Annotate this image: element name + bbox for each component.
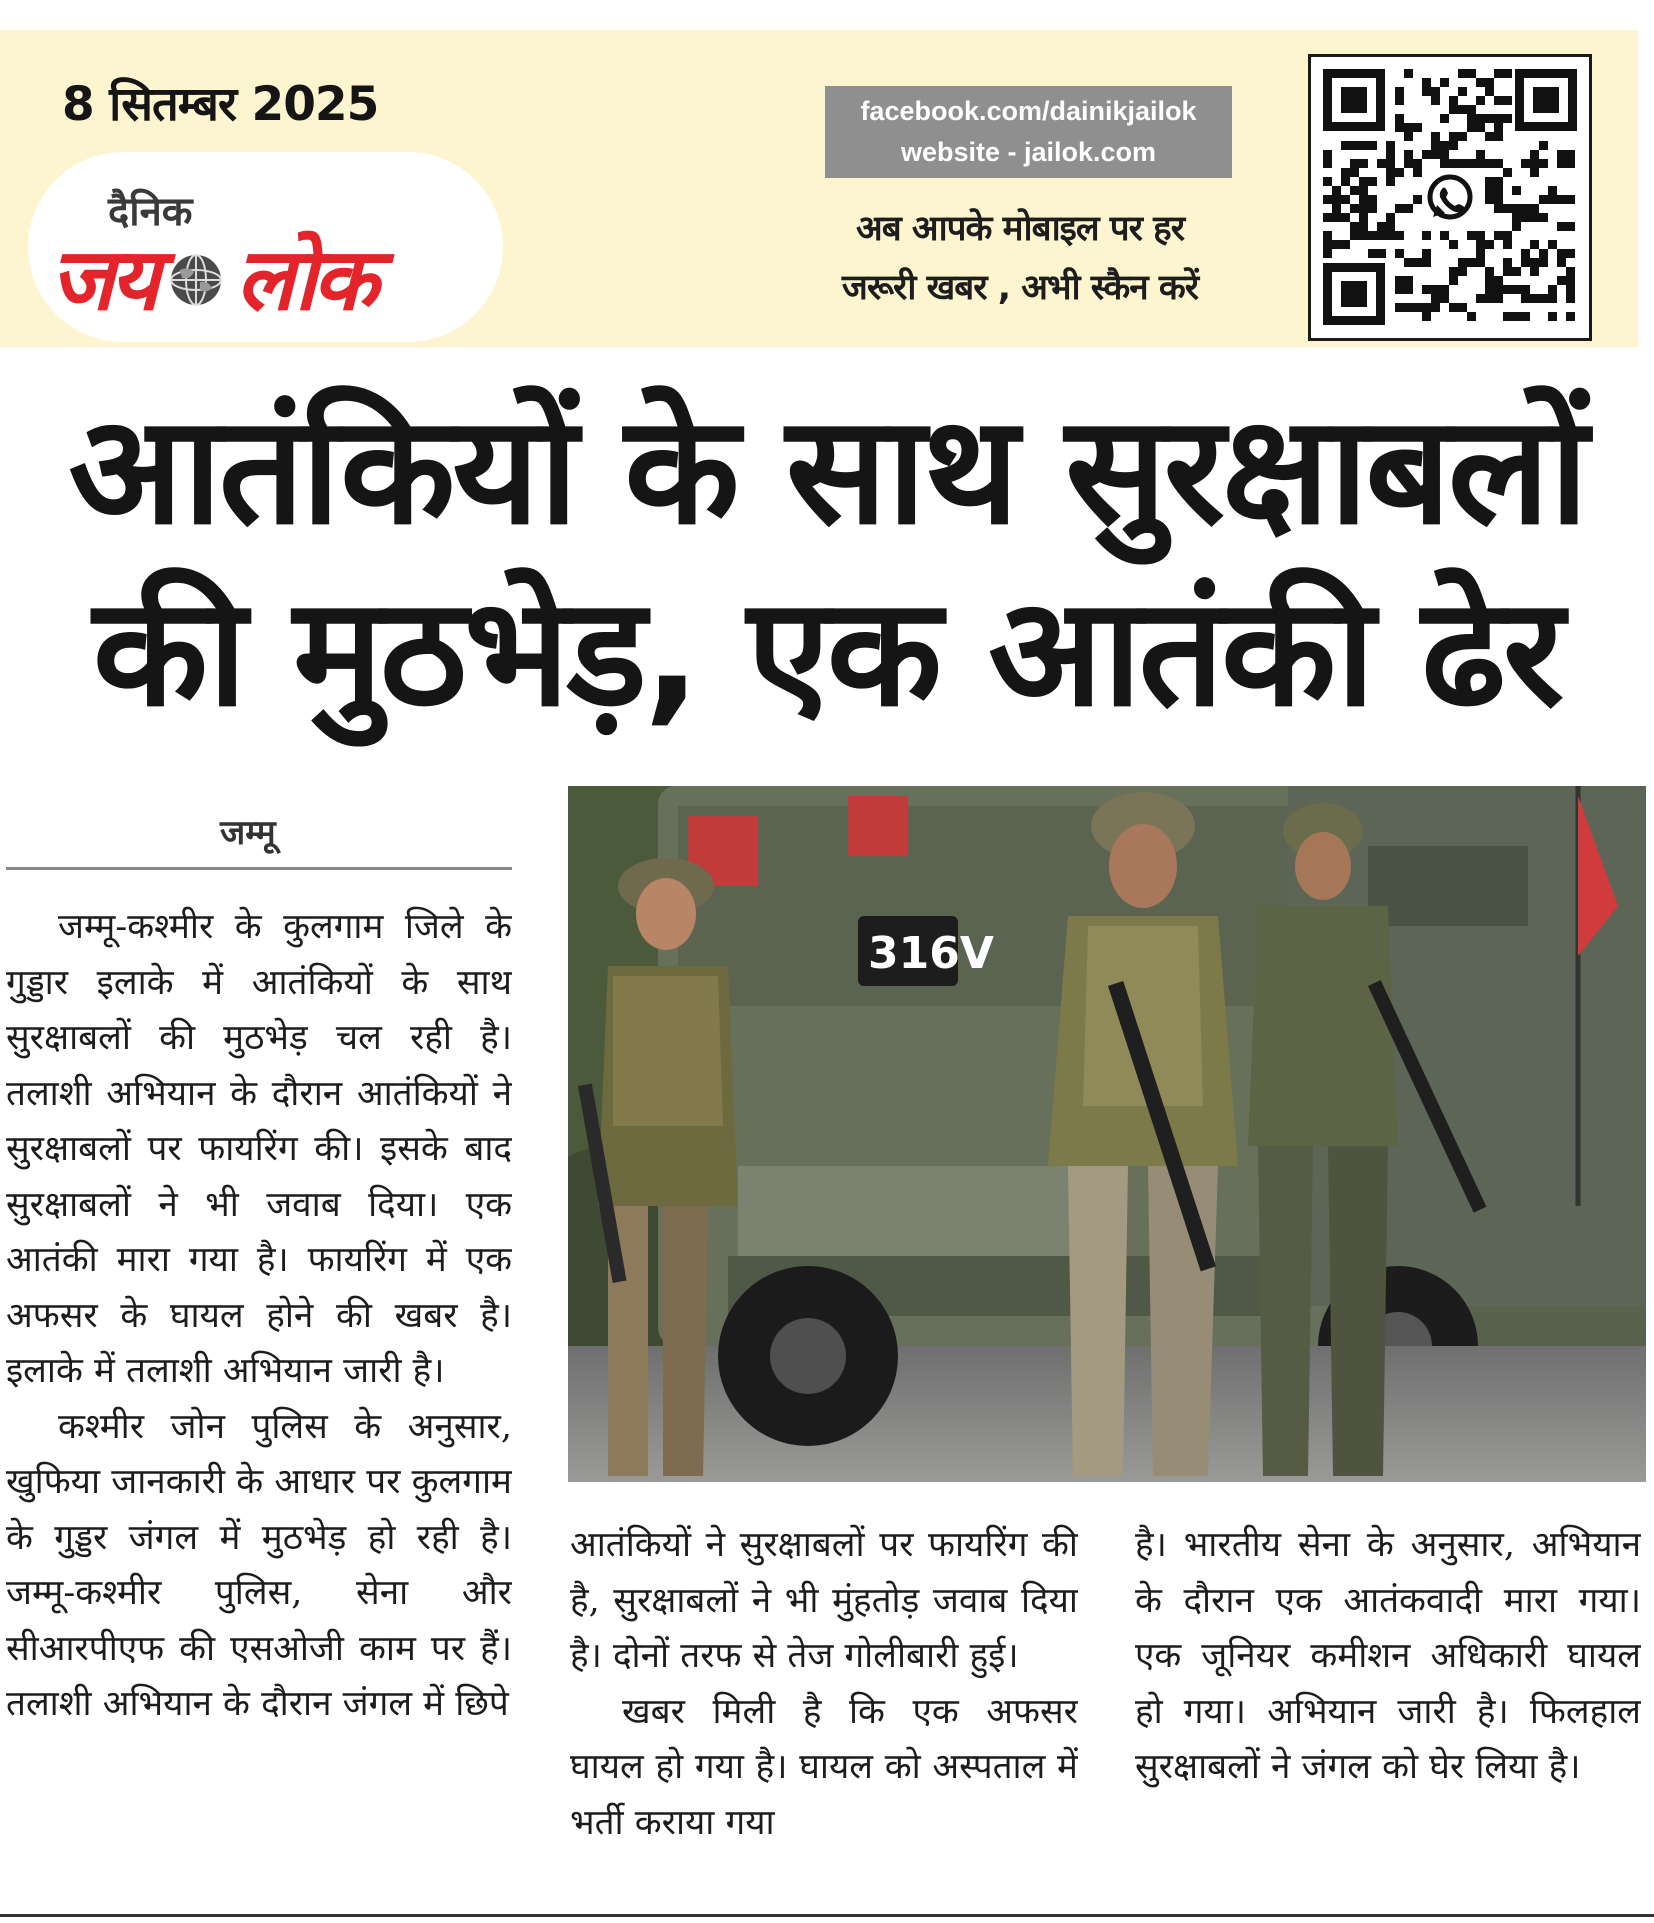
vehicle-number-label: 316V — [868, 928, 994, 979]
headline-line-2: की मुठभेड़, एक आतंकी ढेर — [92, 566, 1562, 740]
tagline-line-1: अब आपके मोबाइल पर हर — [855, 209, 1185, 249]
globe-icon — [168, 252, 224, 308]
logo-wordmark — [50, 230, 374, 330]
soldiers-illustration — [568, 786, 1646, 1482]
issue-date: 8 सितम्बर 2025 — [62, 77, 379, 132]
article-paragraph: आतंकियों ने सुरक्षाबलों पर फायरिंग की है, सुरक्षाबलों ने भी मुंहतोड़ जवाब दिया है। दोनों तरफ से तेज गोलीबारी हुई। — [570, 1525, 1078, 1676]
article-paragraph: है। भारतीय सेना के अनुसार, अभियान के दौरान एक आतंकवादी मारा गया। एक जूनियर कमीशन अधिकारी घायल हो गया। अभियान जारी है। फिलहाल सुरक्षाबलों ने जंगल को घेर लिया है। — [1135, 1525, 1641, 1787]
newspaper-logo — [28, 152, 503, 342]
dateline: जम्मू — [220, 813, 276, 853]
headline-line-1: आतंकियों के साथ सुरक्षाबलों — [68, 384, 1586, 558]
website-link[interactable]: website - jailok.com — [900, 137, 1157, 167]
article-paragraph: जम्मू-कश्मीर के कुलगाम जिले के गुड्डार इलाके में आतंकियों के साथ सुरक्षाबलों की मुठभेड़ चल रही है। तलाशी अभियान के दौरान आतंकियों ने सुरक्षाबलों पर फायरिंग की। इसके बाद सुरक्षाबलों ने भी जवाब दिया। एक आतंकी मारा गया है। फायरिंग में एक अफसर के घायल होने की खबर है। इलाके में तलाशी अभियान जारी है। — [6, 907, 512, 1391]
article-column-1 — [6, 900, 512, 1890]
article-paragraph: खबर मिली है कि एक अफसर घायल हो गया है। घायल को अस्पताल में भर्ती कराया गया — [570, 1691, 1078, 1843]
headline — [0, 380, 1654, 744]
facebook-link[interactable]: facebook.com/dainikjailok — [860, 96, 1197, 126]
article-column-2 — [570, 1518, 1078, 1898]
scan-tagline — [790, 200, 1250, 318]
social-links-box — [825, 86, 1232, 178]
whatsapp-qr-code[interactable] — [1308, 54, 1592, 341]
dateline-divider — [6, 867, 512, 870]
article-column-3 — [1135, 1518, 1641, 1898]
bottom-divider — [0, 1914, 1654, 1917]
article-paragraph: कश्मीर जोन पुलिस के अनुसार, खुफिया जानकारी के आधार पर कुलगाम के गुड्डर जंगल में मुठभेड़ हो रही है। जम्मू-कश्मीर पुलिस, सेना और सीआरपीएफ की एसओजी काम पर हैं। तलाशी अभियान के दौरान जंगल में छिपे — [6, 1406, 512, 1724]
qr-code-icon — [1321, 67, 1579, 327]
logo-dainik-text: दैनिक — [108, 189, 193, 235]
masthead — [0, 30, 1638, 347]
logo-word-lok: लोक — [235, 230, 375, 330]
logo-word-jay: जय — [50, 230, 156, 330]
news-photo-security-forces — [568, 786, 1646, 1482]
tagline-line-2: जरूरी खबर , अभी स्कैन करें — [841, 268, 1199, 308]
